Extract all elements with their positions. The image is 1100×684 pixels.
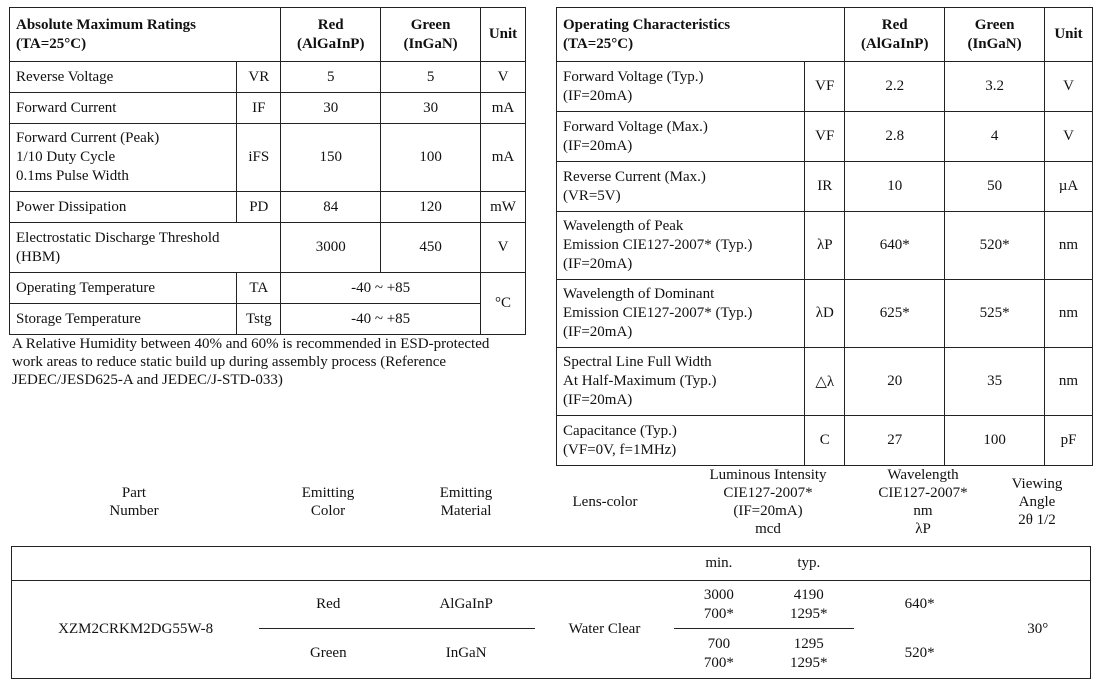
red-value: 2.8 — [845, 112, 945, 162]
param-label: Reverse Voltage — [10, 62, 237, 93]
red-value: 5 — [281, 62, 381, 93]
table-row — [10, 192, 526, 223]
unit: mA — [480, 124, 525, 192]
unit: nm — [1044, 280, 1092, 348]
oc-col-red: Red (AlGaInP) — [845, 8, 945, 62]
oc-col-unit: Unit — [1044, 8, 1092, 62]
table-row — [10, 273, 526, 304]
unit: pF — [1044, 416, 1092, 466]
green-value: 525* — [945, 280, 1045, 348]
typ-label: typ. — [764, 547, 854, 581]
unit: mA — [480, 93, 525, 124]
symbol: Tstg — [237, 304, 281, 335]
header-viewing-angle: Viewing Angle 2θ 1/2 — [1011, 476, 1063, 528]
symbol: IR — [805, 162, 845, 212]
unit: °C — [480, 273, 525, 335]
unit: V — [480, 62, 525, 93]
param-label: Operating Temperature — [10, 273, 237, 304]
red-value: 640* — [845, 212, 945, 280]
symbol: λP — [805, 212, 845, 280]
param-label: Electrostatic Discharge Threshold (HBM) — [10, 223, 281, 273]
oc-col-green: Green (InGaN) — [945, 8, 1045, 62]
esd-note: A Relative Humidity between 40% and 60% is recommended in ESD-protected work areas to reduce static build up during assembly process (Reference JEDEC/JESD625-A and JEDEC/J-STD-033) — [12, 336, 490, 388]
green-value: 30 — [381, 93, 481, 124]
red-value: 30 — [281, 93, 381, 124]
green-value: 5 — [381, 62, 481, 93]
param-label: Forward Voltage (Max.) (IF=20mA) — [557, 112, 805, 162]
red-value: 84 — [281, 192, 381, 223]
wavelength: 520* — [904, 644, 935, 661]
unit: V — [1044, 62, 1092, 112]
symbol: △λ — [805, 348, 845, 416]
unit: nm — [1044, 348, 1092, 416]
green-value: 100 — [945, 416, 1045, 466]
unit: nm — [1044, 212, 1092, 280]
red-value: 2.2 — [845, 62, 945, 112]
table-row — [557, 280, 1093, 348]
amr-col-red: Red (AlGaInP) — [281, 8, 381, 62]
symbol: C — [805, 416, 845, 466]
unit: V — [480, 223, 525, 273]
header-emitting-material: Emitting Material — [439, 485, 493, 519]
emitting-color: Red — [259, 581, 397, 629]
unit: mW — [480, 192, 525, 223]
green-value: 3.2 — [945, 62, 1045, 112]
table-row — [10, 304, 526, 335]
param-label: Forward Current — [10, 93, 237, 124]
viewing-angle: 30° — [1027, 621, 1049, 637]
header-part-number: Part Number — [109, 485, 159, 519]
green-value: 120 — [381, 192, 481, 223]
red-value: 150 — [281, 124, 381, 192]
green-value: 35 — [945, 348, 1045, 416]
symbol: IF — [237, 93, 281, 124]
wavelength: 640* — [904, 596, 935, 613]
absolute-max-ratings-table — [9, 7, 526, 335]
temp-range: -40 ~ +85 — [281, 304, 481, 335]
red-value: 3000 — [281, 223, 381, 273]
symbol: VF — [805, 112, 845, 162]
param-label: Storage Temperature — [10, 304, 237, 335]
red-value: 20 — [845, 348, 945, 416]
operating-characteristics-table — [556, 7, 1093, 466]
table-row — [557, 416, 1093, 466]
table-row — [10, 62, 526, 93]
header-emitting-color: Emitting Color — [301, 485, 355, 519]
param-label: Capacitance (Typ.) (VF=0V, f=1MHz) — [557, 416, 805, 466]
oc-title: Operating Characteristics (TA=25°C) — [557, 8, 845, 62]
table-row — [557, 212, 1093, 280]
green-value: 100 — [381, 124, 481, 192]
green-value: 50 — [945, 162, 1045, 212]
header-lens-color: Lens-color — [572, 494, 638, 510]
symbol: VR — [237, 62, 281, 93]
amr-col-green: Green (InGaN) — [381, 8, 481, 62]
temp-range: -40 ~ +85 — [281, 273, 481, 304]
param-label: Spectral Line Full Width At Half-Maximum (Typ.) (IF=20mA) — [557, 348, 805, 416]
table-row — [557, 62, 1093, 112]
table-row — [12, 581, 1091, 629]
green-value: 520* — [945, 212, 1045, 280]
unit: V — [1044, 112, 1092, 162]
intensity-min: 700 700* — [703, 635, 734, 671]
symbol: TA — [237, 273, 281, 304]
intensity-min: 3000 700* — [674, 581, 764, 629]
param-label: Forward Current (Peak) 1/10 Duty Cycle 0.1ms Pulse Width — [10, 124, 237, 192]
min-label: min. — [674, 547, 764, 581]
table-row — [557, 348, 1093, 416]
intensity-typ: 4190 1295* — [764, 581, 854, 629]
symbol: PD — [237, 192, 281, 223]
symbol: VF — [805, 62, 845, 112]
emitting-color: Green — [309, 645, 347, 661]
emitting-material: AlGaInP — [397, 581, 535, 629]
table-row — [10, 93, 526, 124]
emitting-material: InGaN — [445, 645, 487, 661]
param-label: Forward Voltage (Typ.) (IF=20mA) — [557, 62, 805, 112]
intensity-typ: 1295 1295* — [790, 635, 828, 671]
lens-color: Water Clear — [568, 621, 641, 637]
red-value: 10 — [845, 162, 945, 212]
param-label: Wavelength of Peak Emission CIE127-2007* (Typ.) (IF=20mA) — [557, 212, 805, 280]
part-number: XZM2CRKM2DG55W-8 — [58, 621, 214, 637]
amr-col-unit: Unit — [480, 8, 525, 62]
part-table — [11, 546, 1091, 679]
param-label: Power Dissipation — [10, 192, 237, 223]
green-value: 450 — [381, 223, 481, 273]
unit: µA — [1044, 162, 1092, 212]
table-row — [10, 124, 526, 192]
header-wavelength: Wavelength CIE127-2007* nm λP — [878, 467, 968, 537]
param-label: Reverse Current (Max.) (VR=5V) — [557, 162, 805, 212]
param-label: Wavelength of Dominant Emission CIE127-2007* (Typ.) (IF=20mA) — [557, 280, 805, 348]
table-row — [557, 162, 1093, 212]
red-value: 625* — [845, 280, 945, 348]
symbol: λD — [805, 280, 845, 348]
table-row — [557, 112, 1093, 162]
symbol: iFS — [237, 124, 281, 192]
amr-title: Absolute Maximum Ratings (TA=25°C) — [10, 8, 281, 62]
green-value: 4 — [945, 112, 1045, 162]
header-luminous-intensity: Luminous Intensity CIE127-2007* (IF=20mA) mcd — [709, 467, 827, 537]
red-value: 27 — [845, 416, 945, 466]
table-row — [10, 223, 526, 273]
